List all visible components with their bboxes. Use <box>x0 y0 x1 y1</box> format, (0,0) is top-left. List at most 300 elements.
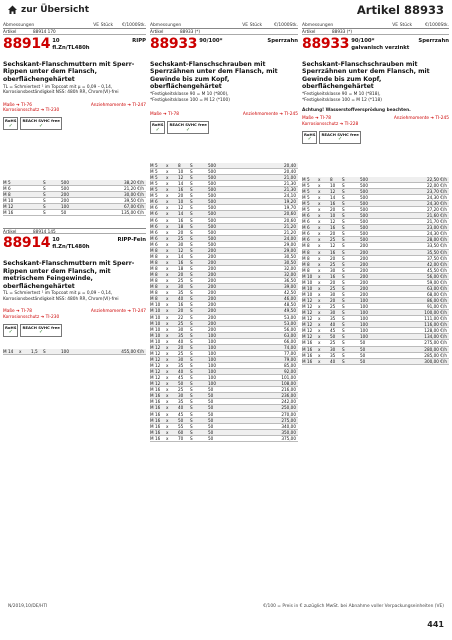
table-cell: x <box>318 285 321 291</box>
table-cell: 35 <box>330 316 336 322</box>
table-cell: S <box>190 223 193 229</box>
table-cell: x <box>166 290 169 296</box>
table-cell: 20,60 <box>284 217 296 223</box>
table-cell: M 12 <box>150 375 161 381</box>
table-cell: M 8 <box>3 192 11 198</box>
table-cell: S <box>342 322 345 328</box>
ref-dimensions[interactable]: Maße ➔ TI-78 <box>3 309 32 315</box>
table-cell: 128,00 €/h <box>424 328 447 334</box>
table-cell: M 16 <box>150 411 161 417</box>
table-cell: M 16 <box>3 210 14 216</box>
table-cell: S <box>190 266 193 272</box>
table-cell: 100 <box>208 363 216 369</box>
table-cell: 500 <box>208 223 216 229</box>
table-cell: 12 <box>178 205 184 211</box>
table-cell: x <box>166 193 169 199</box>
table-cell: 20 <box>330 207 336 213</box>
table-cell: 50 <box>208 423 214 429</box>
table-cell: x <box>318 298 321 304</box>
table-cell: 29,00 <box>284 241 296 247</box>
table-cell: 100 <box>208 369 216 375</box>
table-cell: 45 <box>330 328 336 334</box>
nav-label: zur Übersicht <box>21 4 89 15</box>
header-pieces: Stück <box>249 22 262 28</box>
table-cell: 200 <box>360 249 368 255</box>
table-cell: S <box>190 175 193 181</box>
article-number[interactable]: 88914 <box>3 36 51 52</box>
table-cell: M 6 <box>302 237 310 243</box>
table-cell: M 5 <box>150 193 158 199</box>
table-cell: M 6 <box>3 186 11 192</box>
table-cell: 200 <box>360 291 368 297</box>
table-cell: S <box>190 393 193 399</box>
table-cell: 38,20 €/h <box>123 179 144 185</box>
table-cell: 40 <box>178 405 184 411</box>
table-cell: 50 <box>360 340 366 346</box>
table-cell: x <box>318 310 321 316</box>
article-grade: 10 fl.Zn/TL480h <box>52 38 90 51</box>
badges <box>3 324 146 337</box>
column-88933 <box>150 22 298 442</box>
ref-dimensions[interactable]: Maße ➔ TI-78 <box>150 111 179 117</box>
table-cell: S <box>43 210 46 216</box>
table-cell: 500 <box>208 193 216 199</box>
table-cell: S <box>190 193 193 199</box>
table-cell: S <box>190 199 193 205</box>
table-cell: M 6 <box>150 199 158 205</box>
table-cell: M 8 <box>150 272 158 278</box>
table-cell: 200 <box>360 273 368 279</box>
table-cell: 40 <box>330 358 336 364</box>
table-cell: M 8 <box>150 253 158 259</box>
table-cell: 500 <box>360 237 368 243</box>
table-cell: 500 <box>208 211 216 217</box>
table-cell: S <box>190 411 193 417</box>
article-tag: RIPP <box>132 38 146 44</box>
table-cell: 24,30 €/h <box>426 194 447 200</box>
table-cell: 100 <box>360 304 368 310</box>
table-cell: S <box>342 207 345 213</box>
table-cell: M 5 <box>150 169 158 175</box>
table-cell: x <box>166 284 169 290</box>
table-cell: x <box>318 261 321 267</box>
size-table <box>3 180 146 216</box>
table-cell: 10 <box>330 182 336 188</box>
table-cell: 10 <box>178 169 184 175</box>
table-cell: 53,00 <box>284 320 296 326</box>
table-cell: 63,00 <box>284 332 296 338</box>
table-cell: S <box>342 346 345 352</box>
table-cell: S <box>342 249 345 255</box>
table-cell: 500 <box>208 205 216 211</box>
table-cell: 35 <box>178 363 184 369</box>
table-cell: x <box>166 211 169 217</box>
table-cell: M 5 <box>302 194 310 200</box>
table-cell: S <box>190 181 193 187</box>
ref-torque[interactable]: Anziehmomente ➔ TI-247 <box>90 309 146 315</box>
table-cell: 25 <box>178 320 184 326</box>
table-cell: M 10 <box>150 326 161 332</box>
table-cell: 30 <box>330 291 336 297</box>
table-cell: S <box>342 231 345 237</box>
table-cell: 20 <box>330 231 336 237</box>
table-cell: 275,00 <box>281 417 296 423</box>
table-cell: S <box>342 267 345 273</box>
size-table-fine <box>3 349 146 355</box>
table-cell: 500 <box>208 229 216 235</box>
table-cell: 500 <box>208 187 216 193</box>
home-icon <box>7 4 18 15</box>
table-cell: M 6 <box>302 213 310 219</box>
table-cell: M 16 <box>150 399 161 405</box>
ref-dimensions[interactable]: Maße ➔ TI-78 <box>302 116 331 122</box>
table-cell: M 5 <box>302 207 310 213</box>
table-cell: 79,00 <box>284 356 296 362</box>
table-cell: S <box>43 186 46 192</box>
table-cell: x <box>166 423 169 429</box>
table-cell: 200 <box>208 302 216 308</box>
table-cell: S <box>342 176 345 182</box>
table-cell: S <box>190 435 193 441</box>
table-cell: M 5 <box>3 179 11 185</box>
table-cell: 100 <box>360 310 368 316</box>
table-cell: 50 <box>208 435 214 441</box>
table-cell: S <box>190 296 193 302</box>
table-cell: 285,00 €/h <box>424 352 447 358</box>
article-number[interactable]: 88933 <box>150 36 198 52</box>
table-cell: 86,00 €/h <box>426 298 447 304</box>
table-cell: 50 <box>330 334 336 340</box>
table-cell: M 12 <box>302 322 313 328</box>
table-cell: M 10 <box>302 291 313 297</box>
table-cell: 200 <box>208 247 216 253</box>
check-icon: ✓ <box>8 122 13 129</box>
table-cell: x <box>318 267 321 273</box>
table-cell: 100 <box>61 204 69 210</box>
table-cell: M 6 <box>150 235 158 241</box>
table-cell: 50 <box>360 346 366 352</box>
table-cell: x <box>166 199 169 205</box>
table-cell: M 8 <box>150 259 158 265</box>
table-cell: 20 <box>178 229 184 235</box>
table-cell: x <box>166 344 169 350</box>
table-cell: x <box>166 429 169 435</box>
table-cell: 100 <box>360 298 368 304</box>
table-cell: x <box>318 346 321 352</box>
table-cell: 116,00 €/h <box>424 322 447 328</box>
table-cell: S <box>190 284 193 290</box>
article-grade: 10 fl.Zn/TL480h <box>52 237 90 250</box>
table-cell: 48,50 <box>284 302 296 308</box>
article-tag: RIPP-Fein <box>117 237 146 244</box>
table-cell: 16 <box>330 225 336 231</box>
table-cell: S <box>190 338 193 344</box>
table-cell: S <box>190 417 193 423</box>
table-cell: 340,00 <box>281 423 296 429</box>
check-icon: ✓ <box>39 122 44 129</box>
table-cell: 200 <box>208 320 216 326</box>
table-cell: 40 <box>178 296 184 302</box>
table-cell: x <box>166 169 169 175</box>
badges <box>3 117 146 130</box>
table-cell: 21,70 €/h <box>426 219 447 225</box>
table-cell: 56,00 <box>284 326 296 332</box>
table-cell: 22,50 €/h <box>426 176 447 182</box>
ref-torque[interactable]: Anziehmomente ➔ TI-247 <box>90 102 146 108</box>
table-cell: 101,00 <box>281 375 296 381</box>
table-cell: M 5 <box>150 175 158 181</box>
table-cell: 20 <box>330 255 336 261</box>
table-cell: 22 <box>178 314 184 320</box>
table-cell: 35 <box>178 290 184 296</box>
table-cell: 32,00 <box>284 266 296 272</box>
table-cell: 21,00 <box>284 175 296 181</box>
back-to-overview-link[interactable] <box>7 4 89 15</box>
table-cell: 16 <box>178 217 184 223</box>
table-cell: S <box>342 285 345 291</box>
table-row <box>302 359 449 365</box>
table-cell: 32,00 <box>284 272 296 278</box>
ref-torque[interactable]: Anziehmomente ➔ TI-245 <box>242 111 298 117</box>
table-cell: 33,50 €/h <box>426 243 447 249</box>
table-cell: S <box>342 273 345 279</box>
table-cell: x <box>166 241 169 247</box>
table-cell: S <box>190 423 193 429</box>
header-ve: VE <box>392 22 398 28</box>
table-cell: x <box>166 223 169 229</box>
header-dimensions: Abmessungen <box>150 22 182 28</box>
table-cell: x <box>318 352 321 358</box>
table-cell: x <box>318 243 321 249</box>
table-cell: x <box>166 381 169 387</box>
table-cell: 8 <box>178 162 181 168</box>
table-cell: S <box>342 243 345 249</box>
table-cell: 20,60 <box>284 211 296 217</box>
table-cell: x <box>166 326 169 332</box>
table-cell: 49,50 <box>284 308 296 314</box>
table-cell: 66,00 <box>284 338 296 344</box>
table-cell: S <box>190 399 193 405</box>
table-cell: 500 <box>208 162 216 168</box>
article-note: TL = Schmiertest ¹ im Topcoat mit μ = 0,09 – 0,14, Korrosionsbeständigkeit NSS: 480h RR, Chrom(VI)-frei <box>3 84 119 96</box>
table-cell: M 16 <box>150 405 161 411</box>
table-cell: x <box>166 332 169 338</box>
table-cell: 24,30 €/h <box>426 201 447 207</box>
table-cell: M 16 <box>302 352 313 358</box>
table-cell: S <box>190 363 193 369</box>
table-cell: 39,50 €/h <box>123 198 144 204</box>
table-cell: x <box>318 328 321 334</box>
ref-corrosion[interactable]: Korrosionsschutz ➔ TI-230 <box>3 107 60 113</box>
article-number-box <box>3 234 146 255</box>
table-cell: 50 <box>208 387 214 393</box>
table-cell: 18 <box>178 223 184 229</box>
header-price: €/1000Stk. <box>425 22 449 28</box>
table-cell: 14 <box>178 181 184 187</box>
table-cell: M 10 <box>150 308 161 314</box>
table-cell: 19,20 <box>284 199 296 205</box>
table-cell: 22,00 €/h <box>426 182 447 188</box>
table-cell: 59,00 €/h <box>426 279 447 285</box>
table-cell: 50 <box>360 358 366 364</box>
table-cell: 350,00 <box>281 429 296 435</box>
table-cell: M 10 <box>150 338 161 344</box>
table-cell: 20 <box>178 193 184 199</box>
table-cell: x <box>318 249 321 255</box>
article-number[interactable]: 88933 <box>302 36 350 52</box>
table-cell: 100 <box>208 338 216 344</box>
table-cell: 200 <box>360 243 368 249</box>
table-cell: 27,20 €/h <box>426 207 447 213</box>
size-table <box>302 177 449 365</box>
table-cell: M 12 <box>3 204 14 210</box>
ref-corrosion[interactable]: Korrosionsschutz ➔ TI-228 <box>302 121 359 127</box>
size-table <box>150 163 298 442</box>
table-cell: M 10 <box>302 273 313 279</box>
table-cell: 100 <box>360 334 368 340</box>
table-cell: 500 <box>208 181 216 187</box>
table-cell: x <box>318 334 321 340</box>
table-cell: 19,70 <box>284 205 296 211</box>
table-cell: 50 <box>208 405 214 411</box>
header-dimensions: Abmessungen <box>302 22 334 28</box>
table-cell: x <box>166 266 169 272</box>
table-cell: 50 <box>208 411 214 417</box>
table-cell: 28,00 €/h <box>426 237 447 243</box>
table-cell: 25 <box>178 278 184 284</box>
table-cell: 200 <box>208 253 216 259</box>
table-cell: S <box>190 187 193 193</box>
table-cell: 25 <box>330 340 336 346</box>
table-cell: x <box>166 350 169 356</box>
table-cell: 30 <box>330 310 336 316</box>
check-icon: ✓ <box>186 126 191 133</box>
table-cell: 500 <box>360 176 368 182</box>
table-cell: x <box>166 162 169 168</box>
table-cell: x <box>166 387 169 393</box>
table-cell: x <box>166 229 169 235</box>
check-icon: ✓ <box>155 126 160 133</box>
table-cell: M 6 <box>150 229 158 235</box>
table-cell: 100 <box>208 344 216 350</box>
article-refs <box>3 103 146 114</box>
table-cell: x <box>19 348 22 354</box>
table-cell: M 6 <box>150 217 158 223</box>
header-price: €/1000Stk. <box>274 22 298 28</box>
table-cell: x <box>318 255 321 261</box>
table-cell: 500 <box>360 207 368 213</box>
table-cell: M 8 <box>302 267 310 273</box>
article-label: Artikel <box>150 29 164 34</box>
table-cell: S <box>342 261 345 267</box>
table-cell: 275,00 €/h <box>424 340 447 346</box>
table-cell: 100 <box>208 350 216 356</box>
table-cell: M 10 <box>302 285 313 291</box>
table-cell: 40 <box>178 338 184 344</box>
table-cell: x <box>166 259 169 265</box>
table-row <box>150 436 298 442</box>
table-cell: S <box>43 179 46 185</box>
table-cell: x <box>318 188 321 194</box>
header-price: €/1000Stk. <box>122 22 146 28</box>
table-cell: 200 <box>360 255 368 261</box>
table-cell: 35 <box>178 332 184 338</box>
column-header <box>150 22 298 29</box>
table-cell: 16 <box>178 259 184 265</box>
table-cell: x <box>166 296 169 302</box>
article-refs <box>302 116 449 127</box>
table-cell: S <box>190 211 193 217</box>
ref-dimensions[interactable]: Maße ➔ TI-76 <box>3 102 32 108</box>
table-cell: 16 <box>178 187 184 193</box>
table-cell: 45 <box>178 411 184 417</box>
table-cell: M 6 <box>302 231 310 237</box>
table-cell: 8 <box>330 176 333 182</box>
ref-torque[interactable]: Anziehmomente ➔ TI-245 <box>393 116 449 122</box>
table-cell: S <box>190 290 193 296</box>
table-cell: 14 <box>178 253 184 259</box>
table-cell: 21,20 <box>284 223 296 229</box>
table-cell: M 16 <box>150 387 161 393</box>
rohs-badge: RoHS ✓ <box>152 122 164 133</box>
table-cell: 67,00 €/h <box>123 204 144 210</box>
table-cell: M 16 <box>302 346 313 352</box>
table-cell: 280,00 €/h <box>424 346 447 352</box>
table-cell: S <box>342 304 345 310</box>
table-cell: 135,00 €/h <box>121 210 144 216</box>
table-cell: M 12 <box>302 304 313 310</box>
table-cell: 42,00 €/h <box>426 261 447 267</box>
rohs-badge: RoHS ✓ <box>5 325 17 336</box>
table-cell: S <box>190 344 193 350</box>
table-cell: M 6 <box>302 225 310 231</box>
table-cell: 30 <box>330 267 336 273</box>
header-dimensions: Abmessungen <box>3 22 35 28</box>
table-cell: 45 <box>178 375 184 381</box>
table-cell: x <box>166 435 169 441</box>
table-cell: 30,50 <box>284 259 296 265</box>
article-refs <box>3 309 146 320</box>
table-cell: 29,00 <box>284 247 296 253</box>
table-cell: 300,00 €/h <box>424 358 447 364</box>
table-cell: x <box>166 187 169 193</box>
table-cell: 100 <box>208 375 216 381</box>
table-cell: 30 <box>178 284 184 290</box>
rohs-badge: RoHS ✓ <box>304 132 316 143</box>
article-number[interactable]: 88914 <box>3 235 51 252</box>
table-cell: 16 <box>330 249 336 255</box>
table-cell: 30 <box>178 356 184 362</box>
table-cell: M 5 <box>302 188 310 194</box>
table-cell: S <box>342 340 345 346</box>
table-cell: 200 <box>208 272 216 278</box>
table-cell: 23,70 €/h <box>426 188 447 194</box>
page-title: Artikel 88933 <box>356 3 444 17</box>
ref-corrosion[interactable]: Korrosionsschutz ➔ TI-230 <box>3 314 60 320</box>
article-code: 88914 145 <box>33 228 56 234</box>
table-cell: 21,60 €/h <box>426 213 447 219</box>
table-cell: S <box>190 369 193 375</box>
table-cell: x <box>318 201 321 207</box>
table-cell: M 8 <box>150 296 158 302</box>
table-cell: x <box>166 417 169 423</box>
table-cell: M 12 <box>150 363 161 369</box>
article-tag: Sperrzahn <box>418 38 449 44</box>
table-cell: S <box>190 162 193 168</box>
table-cell: M 12 <box>302 310 313 316</box>
table-cell: x <box>318 182 321 188</box>
table-cell: 12 <box>330 188 336 194</box>
